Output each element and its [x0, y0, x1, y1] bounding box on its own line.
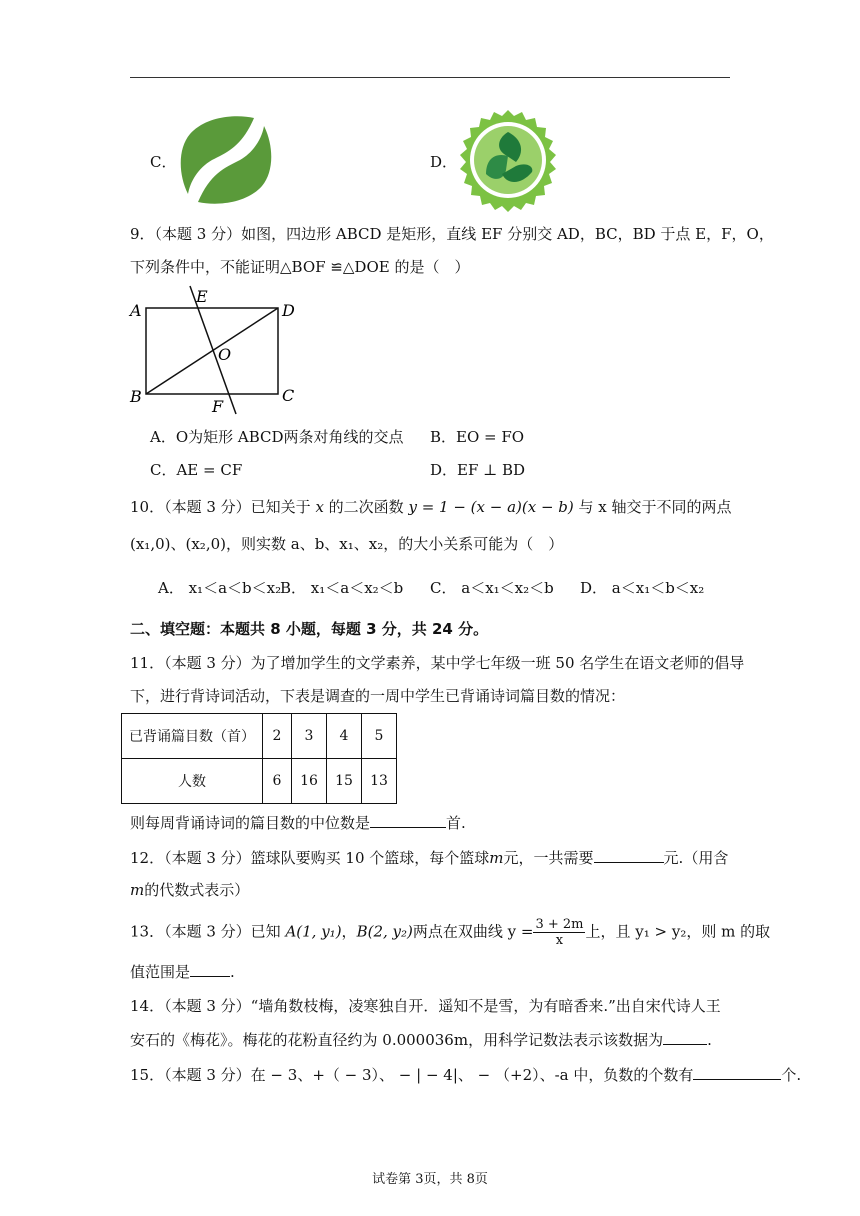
q13-line2-text: 值范围是: [130, 963, 191, 981]
q9-option-c: C．AE = CF: [150, 461, 243, 479]
answer-blank[interactable]: [190, 960, 230, 977]
figure-label-o: O: [218, 345, 232, 364]
section-2-heading: 二、填空题：本题共 8 小题，每题 3 分，共 24 分。: [130, 620, 489, 638]
table-cell: 5: [362, 714, 397, 759]
q10-line1-pre: 10．（本题 3 分）已知关于: [130, 498, 316, 516]
table-row: [122, 759, 397, 804]
q12-var-m: m: [489, 849, 504, 867]
q15-stem: [130, 1063, 801, 1086]
answer-blank[interactable]: [594, 846, 664, 863]
q10-line1-mid: 的二次函数: [323, 498, 409, 516]
q13-frac-numerator: 3 + 2m: [535, 917, 584, 932]
q12-stem-line2: [130, 879, 249, 901]
q12-line1-mid: 元，一共需要: [503, 849, 594, 867]
q11-stem-line1: 11．（本题 3 分）为了增加学生的文学素养，某中学七年级一班 50 名学生在语文老师的倡导: [130, 654, 745, 672]
table-cell: 13: [362, 759, 397, 804]
q12-line2-text: 的代数式表示）: [144, 881, 250, 899]
q10-option-d: D． a＜x₁＜b＜x₂: [580, 579, 705, 597]
figure-label-d: D: [282, 301, 295, 320]
q9-option-d: D．EF ⊥ BD: [430, 461, 526, 479]
q11-question-text: 则每周背诵诗词的篇目数的中位数是: [130, 814, 371, 832]
q12-line1-pre: 12．（本题 3 分）篮球队要购买 10 个篮球，每个篮球: [130, 849, 490, 867]
q9-option-b: B．EO = FO: [430, 428, 525, 446]
answer-blank[interactable]: [693, 1063, 781, 1080]
q13-line1-pre: 13．（本题 3 分）已知: [130, 922, 286, 941]
q15-text: 15．（本题 3 分）在 − 3、+（ − 3）、 − | − 4|、 − （+2）、-a 中，负数的个数有: [130, 1066, 694, 1084]
q10-option-c: C． a＜x₁＜x₂＜b: [430, 579, 554, 597]
q12-stem-line1: [130, 846, 728, 869]
table-cell: 15: [327, 759, 362, 804]
q11-data-table: [121, 713, 397, 804]
q12-line1-post: 元.（用含: [663, 849, 729, 867]
table-cell: 3: [292, 714, 327, 759]
table-cell: 6: [263, 759, 292, 804]
q9-stem-line1: 9．（本题 3 分）如图，四边形 ABCD 是矩形，直线 EF 分别交 AD，BC，BD 于点 E，F，O，: [130, 225, 774, 243]
table-cell: 4: [327, 714, 362, 759]
q11-question: [130, 811, 466, 834]
figure-label-b: B: [130, 387, 142, 406]
q12-var-m-2: m: [130, 881, 145, 899]
q10-function: y = 1 − (x − a)(x − b): [408, 498, 574, 516]
q11-question-tail: 首.: [446, 814, 466, 832]
q10-stem-line2: (x₁,0)、(x₂,0)，则实数 a、b、x₁、x₂，的大小关系可能为（ ）: [130, 535, 564, 553]
q13-point-b: B(2, y₂): [356, 922, 413, 941]
q13-post: 上，且 y₁ > y₂，则 m 的取: [585, 922, 771, 941]
q14-line2-text: 安石的《梅花》。梅花的花粉直径约为 0.000036m，用科学记数法表示该数据为: [130, 1031, 664, 1049]
q13-stem-line1: [130, 917, 770, 948]
q13-point-a: A(1, y₁): [285, 922, 342, 941]
figure-label-a: A: [130, 301, 142, 320]
q10-var-x: x: [315, 498, 324, 516]
answer-blank[interactable]: [370, 811, 446, 828]
q10-stem-line1: [130, 496, 732, 518]
page-footer: 试卷第 3页，共 8页: [372, 1172, 488, 1187]
q13-frac-denominator: x: [555, 933, 564, 948]
q14-stem-line1: 14．（本题 3 分）“墙角数枝梅，凌寒独自开．遥知不是雪，为有暗香来.”出自宋代诗人王: [130, 997, 721, 1015]
table-cell: 16: [292, 759, 327, 804]
recycle-badge-icon: [456, 108, 560, 212]
q8-option-d-label: D．: [430, 153, 458, 171]
q11-stem-line2: 下，进行背诗词活动，下表是调查的一周中学生已背诵诗词篇目数的情况：: [130, 687, 626, 705]
answer-blank[interactable]: [663, 1028, 707, 1045]
q13-stem-line2: [130, 960, 235, 983]
q13-line2-tail: .: [230, 963, 235, 981]
q14-stem-line2: [130, 1028, 712, 1051]
table-header-people: 人数: [122, 759, 263, 804]
table-header-count: 已背诵篇目数（首）: [122, 714, 263, 759]
figure-label-e: E: [196, 287, 208, 306]
q10-line1-post: 与 x 轴交于不同的两点: [573, 498, 732, 516]
q15-tail: 个.: [781, 1066, 802, 1084]
q14-line2-tail: .: [707, 1031, 712, 1049]
q10-option-a: A． x₁＜a＜b＜x₂: [158, 579, 282, 597]
leaf-logo-icon: [176, 112, 276, 208]
header-rule: [130, 77, 730, 78]
figure-label-f: F: [212, 397, 224, 416]
q9-option-a: A．O为矩形 ABCD两条对角线的交点: [150, 428, 404, 446]
q10-option-b: B． x₁＜a＜x₂＜b: [280, 579, 404, 597]
rectangle-figure: [124, 284, 304, 416]
q13-separator: ，: [341, 922, 357, 941]
q13-mid: 两点在双曲线 y =: [412, 922, 534, 941]
table-cell: 2: [263, 714, 292, 759]
q8-option-c-label: C．: [150, 153, 177, 171]
q13-fraction: [533, 917, 585, 948]
figure-label-c: C: [282, 386, 295, 405]
table-row: [122, 714, 397, 759]
q9-stem-line2: 下列条件中，不能证明△BOF ≌△DOE 的是（ ）: [130, 258, 470, 276]
